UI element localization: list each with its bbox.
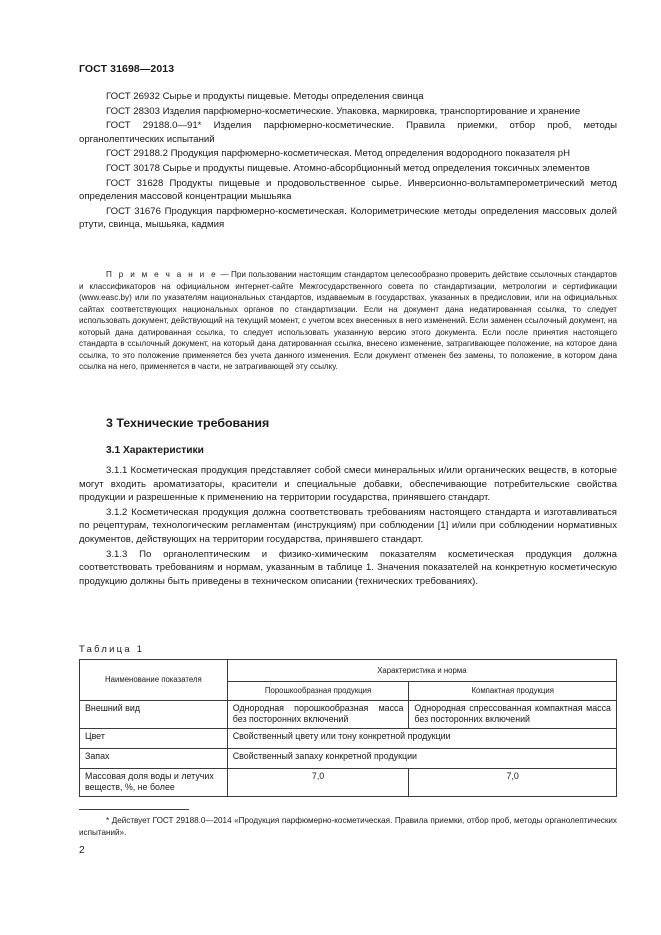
references-note (79, 269, 617, 373)
header-powder-product: Порошкообразная продукция (227, 681, 409, 700)
cell-moisture-compact: 7,0 (409, 768, 617, 796)
reference-item: ГОСТ 26932 Сырье и продукты пищевые. Методы определения свинца (106, 91, 424, 102)
cell-appearance-compact: Однородная спрессованная компактная масса без посторонних включений (409, 701, 617, 729)
reference-item: ГОСТ 30178 Сырье и продукты пищевые. Атомно-абсорбционный метод определения токсичных элементов (106, 163, 590, 175)
reference-item: ГОСТ 28303 Изделия парфюмерно-косметические. Упаковка, маркировка, транспортирование и хранение (106, 105, 581, 117)
table-caption: Таблица 1 (79, 643, 145, 654)
row-name-smell: Запах (80, 748, 228, 768)
clause-paragraph: 3.1.1 Косметическая продукция представляет собой смеси минеральных и/или органических веществ, в которые могут входить ароматизаторы, красители и специальные добавки, обеспечивающие потребительские свойства продукции и разрешенные к применению на территории государства, принявшего стандарт. (79, 465, 617, 504)
section-body (79, 464, 617, 589)
reference-item: ГОСТ 29188.2 Продукция парфюмерно-косметическая. Метод определения водородного показателя pH (106, 148, 570, 160)
reference-item: ГОСТ 31676 Продукция парфюмерно-косметическая. Колориметрические методы определения массовых долей ртути, свинца, мышьяка, кадмия (79, 205, 617, 230)
clause-paragraph: 3.1.3 По органолептическим и физико-химическим показателям косметическая продукция должна соответствовать требованиям и нормам, указанным в таблице 1. Значения показателей на конкретную косметическую продукцию должны быть приведены в техническом описании (технических требованиях). (79, 548, 617, 587)
table-row (80, 768, 617, 796)
cell-appearance-powder: Однородная порошкообразная масса без посторонних включений (227, 701, 409, 729)
header-characteristic-group: Характеристика и норма (227, 660, 616, 682)
standard-header: ГОСТ 31698—2013 (79, 63, 175, 75)
section-title: 3 Технические требования (106, 416, 270, 430)
note-label: П р и м е ч а н и е (106, 270, 218, 279)
reference-item: ГОСТ 31628 Продукты пищевые и продовольственное сырье. Инверсионно-вольтамперометрический метод определения массовой концентрации мышьяка (79, 177, 617, 202)
row-name-moisture: Массовая доля воды и летучих веществ, %, не более (80, 768, 228, 796)
header-compact-product: Компактная продукция (409, 681, 617, 700)
table-row (80, 701, 617, 729)
header-indicator-name: Наименование показателя (80, 660, 228, 701)
cell-color-value: Свойственный цвету или тону конкретной продукции (227, 728, 616, 748)
row-name-appearance: Внешний вид (80, 701, 228, 729)
cell-smell-value: Свойственный запаху конкретной продукции (227, 748, 616, 768)
page-number: 2 (79, 845, 85, 856)
subsection-title: 3.1 Характеристики (106, 445, 204, 456)
requirements-table (79, 659, 617, 797)
note-text: — При пользовании настоящим стандартом целесообразно проверить действие ссылочных стандартов и классификаторов на официальном интернет-сайте Межгосударственного совета по стандартизации, метрологии и сертификации (www.easc.by) или по указателям национальных стандартов, издаваемым в государствах, указанных в предисловии, или на официальных сайтах соответствующих национальных органов по стандартизации. Если на документ дана недатированная ссылка, то следует использовать документ, действующий на текущий момент, с учетом всех внесенных в него изменений. Если заменен ссылочный документ, на который дана датированная ссылка, то следует использовать указанную версию этого документа. Если после принятия настоящего стандарта в ссылочный документ, на который дана датированная ссылка, внесено изменение, затрагивающее положение, на которое дана ссылка, то это положение применяется без учета данного изменения. Если документ отменен без замены, то положение, в котором дана ссылка на него, применяется в части, не затрагивающей эту ссылку. (79, 270, 617, 372)
table-header-row (80, 660, 617, 682)
table-row (80, 728, 617, 748)
cell-moisture-powder: 7,0 (227, 768, 409, 796)
footnote: * Действует ГОСТ 29188.0—2014 «Продукция парфюмерно-косметическая. Правила приемки, отбор проб, методы органолептических испытаний». (79, 816, 617, 837)
row-name-color: Цвет (80, 728, 228, 748)
table-row (80, 748, 617, 768)
footnote-separator (79, 809, 189, 810)
reference-item: ГОСТ 29188.0—91* Изделия парфюмерно-косметические. Правила приемки, отбор проб, методы органолептических испытаний (79, 120, 617, 145)
clause-paragraph: 3.1.2 Косметическая продукция должна соответствовать требованиям настоящего стандарта и изготавливаться по рецептурам, технологическим регламентам (инструкциям) при соблюдении [1] и/или при соблюдении нормативных документов, действующих на территории государства, принявшего стандарт. (79, 506, 617, 545)
normative-references-list (79, 90, 617, 233)
